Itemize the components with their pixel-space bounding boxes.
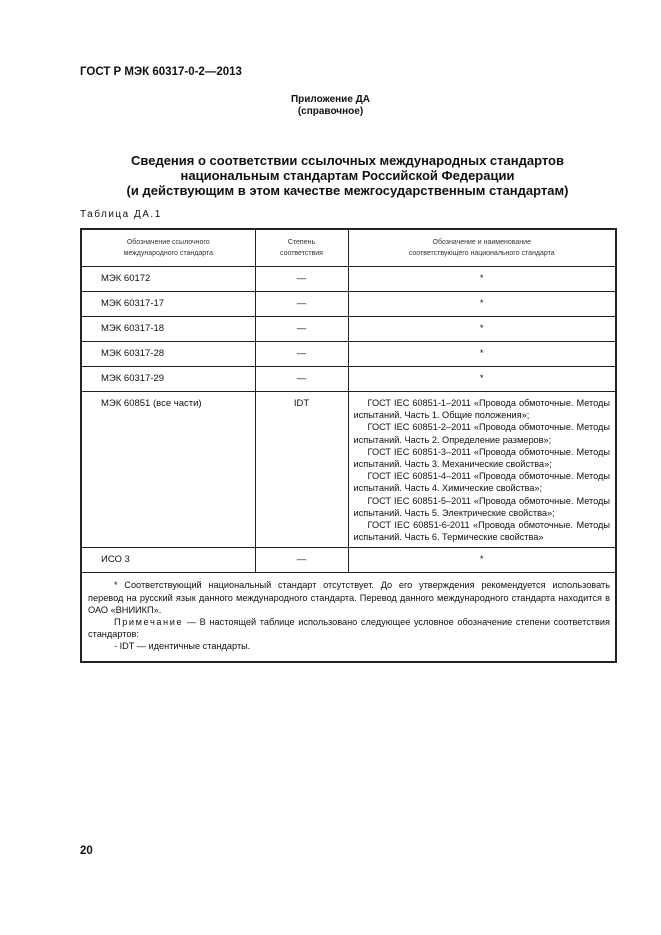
cell-standard: МЭК 60317-17 <box>81 292 255 317</box>
correspondence-table-wrap <box>80 228 615 663</box>
heading-line: национальным стандартам Российской Федерации <box>180 168 515 183</box>
national-entry <box>354 421 611 445</box>
cell-standard: МЭК 60317-28 <box>81 342 255 367</box>
appendix-title: Приложение ДА <box>290 94 371 105</box>
table-row <box>81 317 616 342</box>
entry-text: ГОСТ IEC 60851-4–2011 «Провода обмоточные. Методы испытаний. Часть 4. Химические свойства»; <box>353 471 610 494</box>
national-entry <box>354 446 611 470</box>
entry-text: ГОСТ IEC 60851-5–2011 «Провода обмоточные. Методы испытаний. Часть 5. Электрические свойства»; <box>353 495 610 518</box>
cell-national: * <box>348 367 616 392</box>
appendix-header <box>0 94 661 118</box>
table-row <box>81 367 616 392</box>
cell-degree: — <box>255 548 348 573</box>
page-number: 20 <box>80 845 93 857</box>
footnote-body: * Соответствующий национальный стандарт отсутствует. До его утверждения рекомендуется использовать перевод на русский язык данного международного стандарта. Перевод данного международного стандарта находится в ОАО «ВНИИКП». <box>88 580 610 615</box>
national-entry <box>354 470 611 494</box>
cell-standard: МЭК 60317-29 <box>81 367 255 392</box>
table-header-row <box>81 229 616 267</box>
header-text: международного стандарта <box>123 250 213 257</box>
legend-text: - IDT — идентичные стандарты. <box>114 641 251 652</box>
table-row <box>81 548 616 573</box>
cell-national: * <box>348 267 616 292</box>
cell-degree: IDT <box>255 392 348 548</box>
national-entry <box>354 519 611 543</box>
cell-degree: — <box>255 267 348 292</box>
cell-national: * <box>348 548 616 573</box>
appendix-note: (справочное) <box>297 106 364 117</box>
table-row <box>81 292 616 317</box>
header-text: соответствия <box>280 250 323 257</box>
note-paragraph <box>88 616 610 640</box>
table-row <box>81 267 616 292</box>
table-row <box>81 392 616 548</box>
header-national <box>348 229 616 267</box>
table-row <box>81 342 616 367</box>
header-degree <box>255 229 348 267</box>
note-label: Примечание <box>114 617 184 628</box>
cell-degree: — <box>255 342 348 367</box>
table-footnote-row <box>81 573 616 662</box>
entry-text: ГОСТ IEC 60851-2–2011 «Провода обмоточные. Методы испытаний. Часть 2. Определение размеров»; <box>353 422 610 445</box>
entry-text: ГОСТ IEC 60851-1–2011 «Провода обмоточные. Методы испытаний. Часть 1. Общие положения»; <box>353 398 610 421</box>
header-text: Степень <box>287 239 316 246</box>
table-label: Таблица ДА.1 <box>80 209 162 220</box>
cell-national: * <box>348 342 616 367</box>
document-code: ГОСТ Р МЭК 60317-0-2—2013 <box>80 66 242 78</box>
header-text: Обозначение ссылочного <box>126 239 210 246</box>
cell-standard: МЭК 60851 (все части) <box>81 392 255 548</box>
cell-standard: МЭК 60317-18 <box>81 317 255 342</box>
header-text: Обозначение и наименование <box>432 239 531 246</box>
header-text: соответствующего национального стандарта <box>408 250 555 257</box>
cell-degree: — <box>255 317 348 342</box>
table-footnote <box>81 573 616 662</box>
entry-text: ГОСТ IEC 60851-3–2011 «Провода обмоточные. Методы испытаний. Часть 3. Механические свойства»; <box>353 446 610 470</box>
section-heading <box>60 153 635 198</box>
national-entry <box>354 397 611 421</box>
heading-line: Сведения о соответствии ссылочных международных стандартов <box>131 153 564 168</box>
cell-national: * <box>348 317 616 342</box>
entry-text: ГОСТ IEC 60851-6-2011 «Провода обмоточные. Методы испытаний. Часть 6. Термические свойства» <box>353 520 610 543</box>
cell-national-list <box>348 392 616 548</box>
cell-standard: ИСО 3 <box>81 548 255 573</box>
national-entry <box>354 495 611 519</box>
header-standard <box>81 229 255 267</box>
heading-line: (и действующим в этом качестве межгосударственным стандартам) <box>126 183 569 198</box>
cell-standard: МЭК 60172 <box>81 267 255 292</box>
footnote-text <box>88 579 610 616</box>
cell-national: * <box>348 292 616 317</box>
cell-degree: — <box>255 367 348 392</box>
legend-line <box>88 640 610 652</box>
cell-degree: — <box>255 292 348 317</box>
correspondence-table <box>80 228 617 663</box>
note-text: — В настоящей таблице использовано следующее условное обозначение степени соответствия стандартов: <box>88 617 610 640</box>
